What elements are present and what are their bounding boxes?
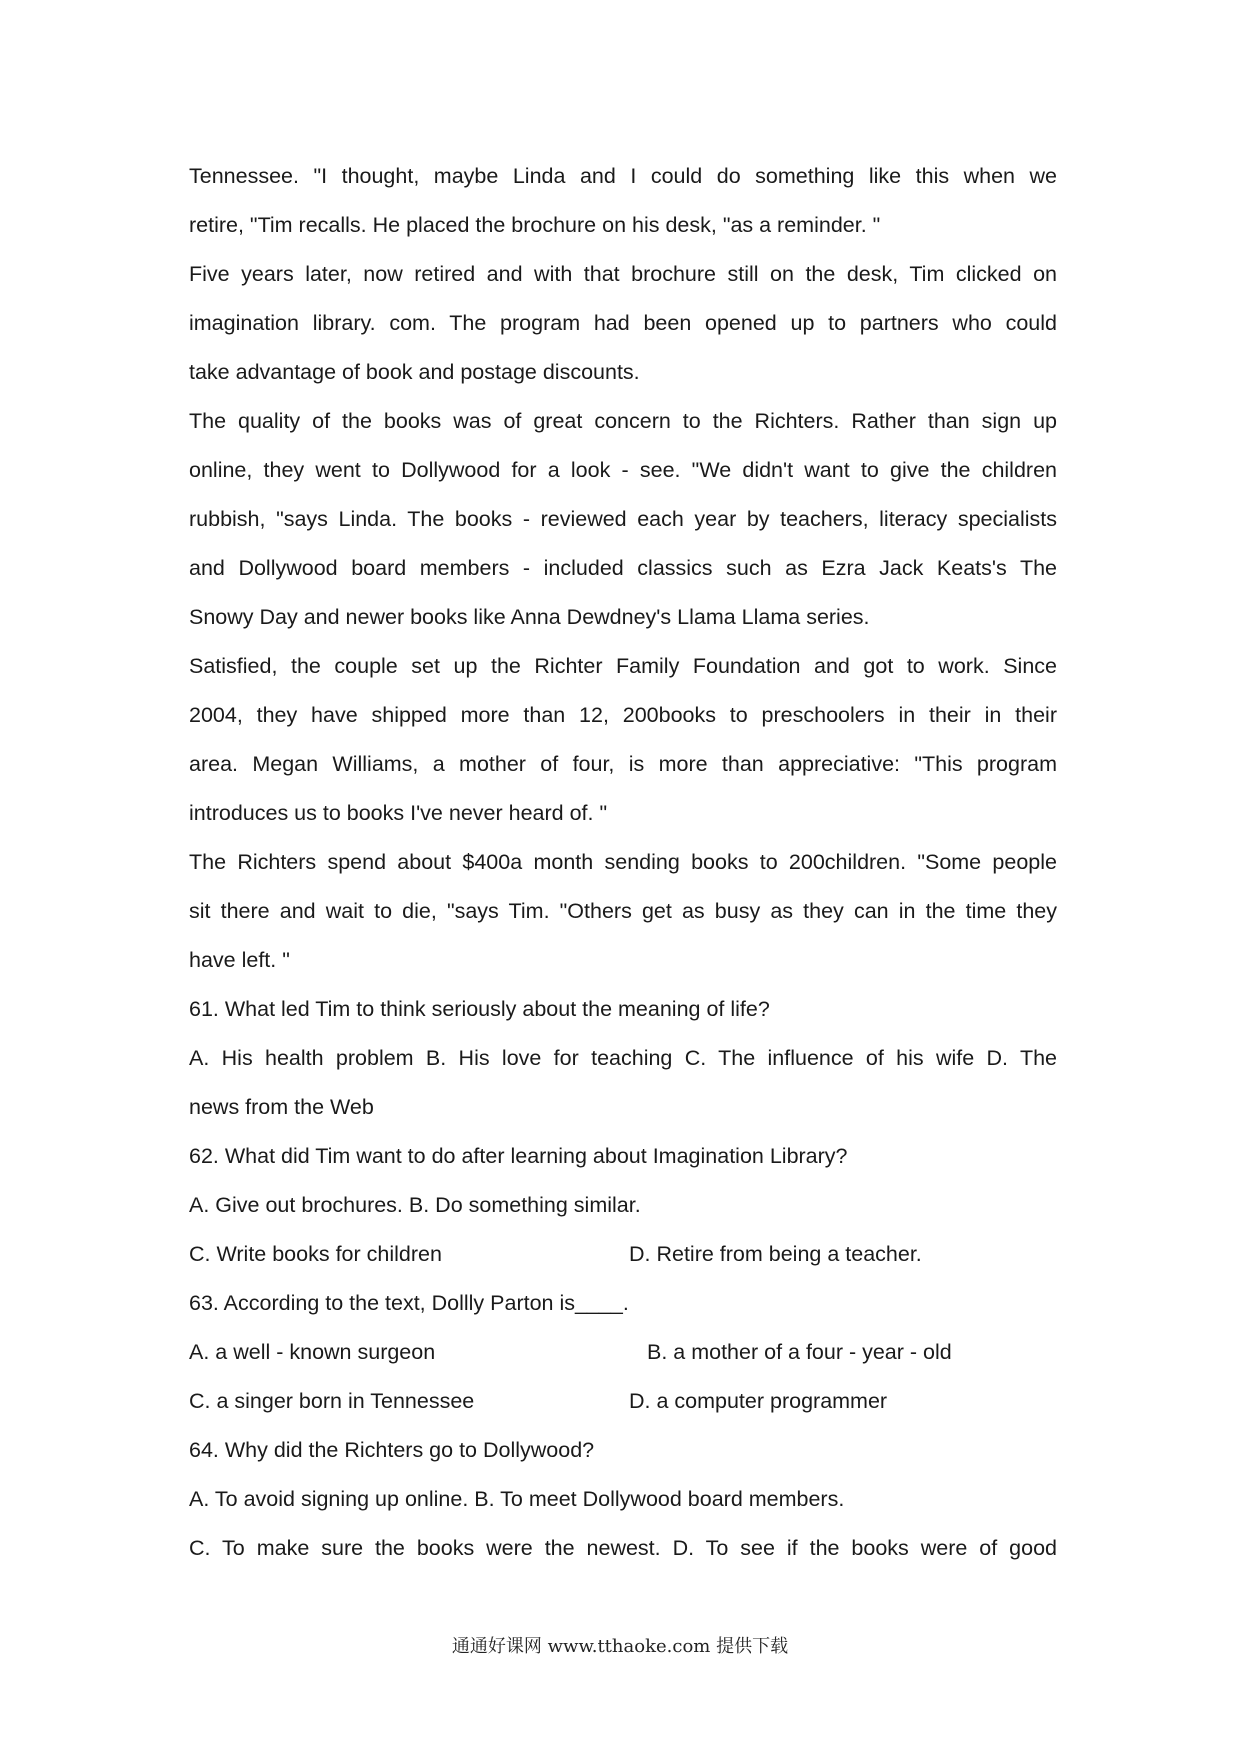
passage-line: online, they went to Dollywood for a look - see. "We didn't want to give the children — [189, 458, 1057, 482]
question-63-option-d: D. a computer programmer — [629, 1389, 888, 1413]
passage-line: rubbish, "says Linda. The books - reviewed each year by teachers, literacy specialists — [189, 507, 1057, 531]
question-62-option-c: C. Write books for children — [189, 1242, 442, 1266]
question-62-options-cd — [189, 1230, 1057, 1279]
passage-line: Satisfied, the couple set up the Richter Family Foundation and got to work. Since — [189, 654, 1057, 678]
question-63-option-b: B. a mother of a four - year - old — [647, 1340, 952, 1364]
passage-line: Snowy Day and newer books like Anna Dewdney's Llama Llama series. — [189, 605, 870, 629]
passage-line: The quality of the books was of great concern to the Richters. Rather than sign up — [189, 409, 1057, 433]
passage-line: area. Megan Williams, a mother of four, is more than appreciative: "This program — [189, 752, 1057, 776]
question-64-options-ab: A. To avoid signing up online. B. To meet Dollywood board members. — [189, 1487, 845, 1511]
passage-line: take advantage of book and postage discounts. — [189, 360, 640, 384]
passage-line: 2004, they have shipped more than 12, 200books to preschoolers in their in their — [189, 703, 1057, 727]
passage-line: Tennessee. "I thought, maybe Linda and I could do something like this when we — [189, 164, 1057, 188]
question-64-stem: 64. Why did the Richters go to Dollywood? — [189, 1438, 595, 1462]
question-63-option-c: C. a singer born in Tennessee — [189, 1389, 475, 1413]
passage-line: introduces us to books I've never heard of. " — [189, 801, 608, 825]
question-63-options-cd — [189, 1377, 1057, 1426]
question-63-options-ab — [189, 1328, 1057, 1377]
passage-line: and Dollywood board members - included classics such as Ezra Jack Keats's The — [189, 556, 1057, 580]
document-body — [189, 152, 1057, 1573]
question-61-options-cont: news from the Web — [189, 1095, 374, 1119]
question-64-options-cd: C. To make sure the books were the newest. D. To see if the books were of good — [189, 1536, 1057, 1560]
question-63-option-a: A. a well - known surgeon — [189, 1340, 436, 1364]
question-63-stem: 63. According to the text, Dollly Parton is____. — [189, 1291, 629, 1315]
question-62-stem: 62. What did Tim want to do after learning about Imagination Library? — [189, 1144, 848, 1168]
passage-line: have left. " — [189, 948, 290, 972]
passage-line: sit there and wait to die, "says Tim. "Others get as busy as they can in the time they — [189, 899, 1057, 923]
passage-line: Five years later, now retired and with that brochure still on the desk, Tim clicked on — [189, 262, 1057, 286]
passage-line: imagination library. com. The program had been opened up to partners who could — [189, 311, 1057, 335]
passage-line: retire, "Tim recalls. He placed the brochure on his desk, "as a reminder. " — [189, 213, 881, 237]
passage-line: The Richters spend about $400a month sending books to 200children. "Some people — [189, 850, 1057, 874]
question-61-options: A. His health problem B. His love for teaching C. The influence of his wife D. The — [189, 1046, 1057, 1070]
page-footer: 通通好课网 www.tthaoke.com 提供下载 — [451, 1636, 789, 1657]
question-61-stem: 61. What led Tim to think seriously about the meaning of life? — [189, 997, 770, 1021]
question-62-option-d: D. Retire from being a teacher. — [629, 1242, 922, 1266]
question-62-options-ab: A. Give out brochures. B. Do something similar. — [189, 1193, 641, 1217]
